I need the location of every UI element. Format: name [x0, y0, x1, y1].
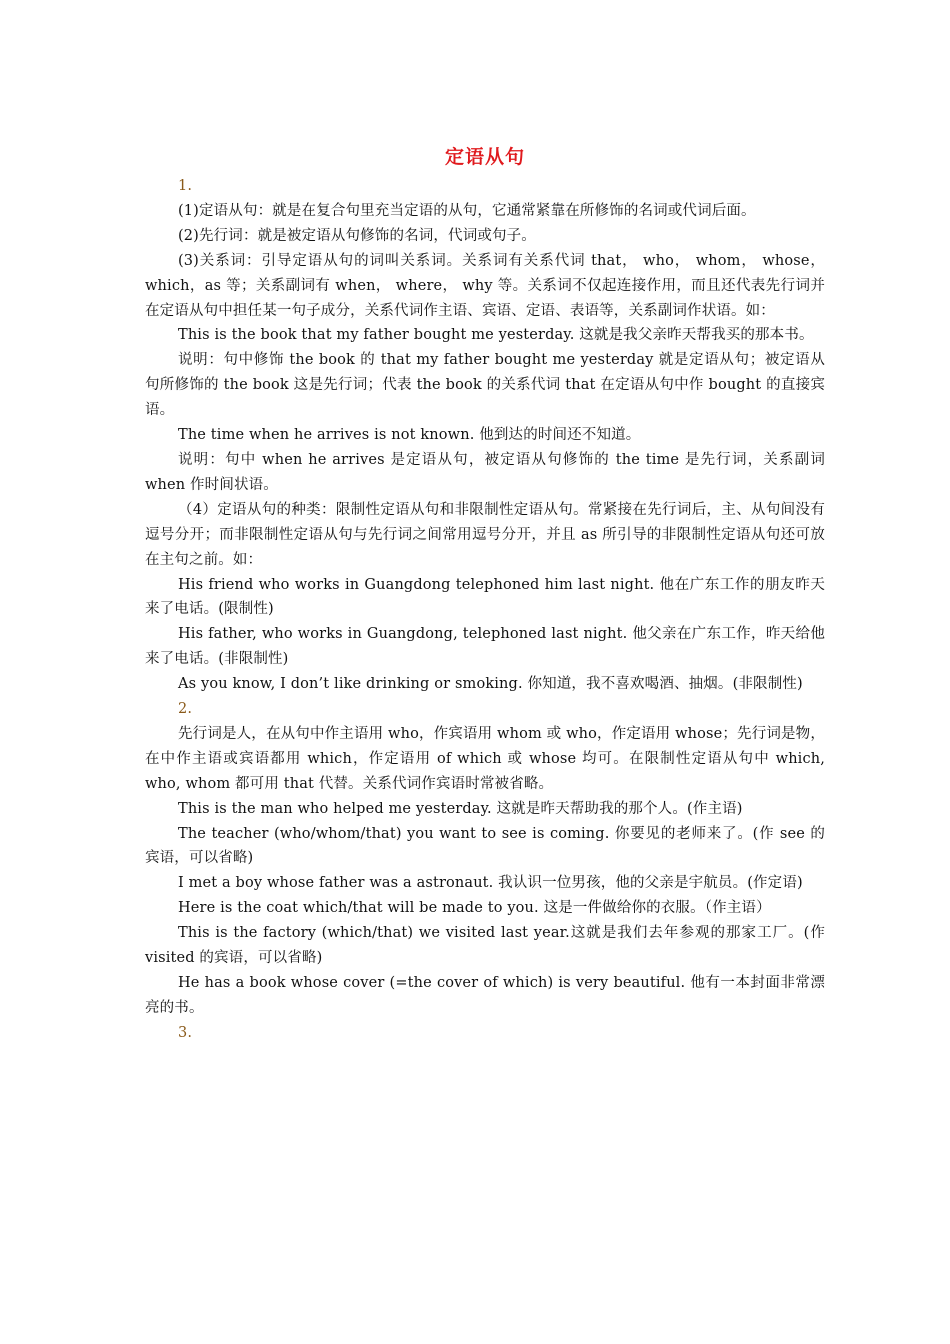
example-sentence: The teacher (who/whom/that) you want to see is coming. 你要见的老师来了。(作 see 的宾语，可以省略) [145, 825, 825, 867]
section-number: 1. [178, 178, 193, 194]
example-sentence: This is the book that my father bought me yesterday. 这就是我父亲昨天帮我买的那本书。 [178, 327, 814, 344]
paragraph: 说明：句中 when he arrives 是定语从句，被定语从句修饰的 the time 是先行词，关系副词 when 作时间状语。 [145, 451, 825, 493]
section-1 [145, 174, 825, 697]
paragraph: (1)定语从句：就是在复合句里充当定语的从句，它通常紧靠在所修饰的名词或代词后面。 [178, 202, 756, 219]
paragraph: （4）定语从句的种类：限制性定语从句和非限制性定语从句。常紧接在先行词后，主、从句间没有逗号分开；而非限制性定语从句与先行词之间常用逗号分开，并且 as 所引导的非限制性定语从句还可放在主句之前。如： [145, 501, 825, 568]
example-sentence: His father, who works in Guangdong, telephoned last night. 他父亲在广东工作，昨天给他来了电话。(非限制性) [145, 626, 825, 668]
example-sentence: His friend who works in Guangdong telephoned him last night. 他在广东工作的朋友昨天来了电话。(限制性) [145, 576, 825, 618]
example-sentence: This is the factory (which/that) we visited last year.这就是我们去年参观的那家工厂。(作 visited 的宾语，可以省略) [145, 925, 825, 967]
paragraph: (2)先行词：就是被定语从句修饰的名词，代词或句子。 [178, 227, 536, 244]
paragraph: 说明：句中修饰 the book 的 that my father bought me yesterday 就是定语从句；被定语从句所修饰的 the book 这是先行词；代表 the book 的关系代词 that 在定语从句中作 bought 的直接宾语。 [145, 352, 825, 419]
example-sentence: This is the man who helped me yesterday. 这就是昨天帮助我的那个人。(作主语) [178, 800, 743, 817]
example-sentence: The time when he arrives is not known. 他到达的时间还不知道。 [178, 427, 641, 444]
page-title: 定语从句 [444, 146, 525, 168]
example-sentence: Here is the coat which/that will be made to you. 这是一件做给你的衣服。（作主语） [178, 900, 771, 917]
section-3 [145, 1021, 825, 1046]
example-sentence: As you know, I don’t like drinking or smoking. 你知道，我不喜欢喝酒、抽烟。(非限制性) [178, 676, 803, 693]
example-sentence: He has a book whose cover (=the cover of which) is very beautiful. 他有一本封面非常漂亮的书。 [145, 975, 825, 1016]
document-page [145, 140, 825, 1046]
paragraph: 先行词是人，在从句中作主语用 who，作宾语用 whom 或 who，作定语用 whose；先行词是物，在中作主语或宾语都用 which，作定语用 of which 或 whose 均可。在限制性定语从句中 which, who, whom 都可用 that 代替。关系代词作宾语时常被省略。 [145, 725, 825, 792]
section-number: 2. [178, 701, 193, 718]
section-2 [145, 697, 825, 1021]
paragraph: (3)关系词：引导定语从句的词叫关系词。关系词有关系代词 that， who， whom， whose， which，as 等；关系副词有 when， where， why 等。关系词不仅起连接作用，而且还代表先行词并在定语从句中担任某一句子成分，关系代词作主语、宾语、定语、表语等，关系副词作状语。如： [145, 252, 825, 319]
example-sentence: I met a boy whose father was a astronaut. 我认识一位男孩，他的父亲是宇航员。(作定语) [178, 875, 803, 892]
section-number: 3. [178, 1024, 193, 1041]
